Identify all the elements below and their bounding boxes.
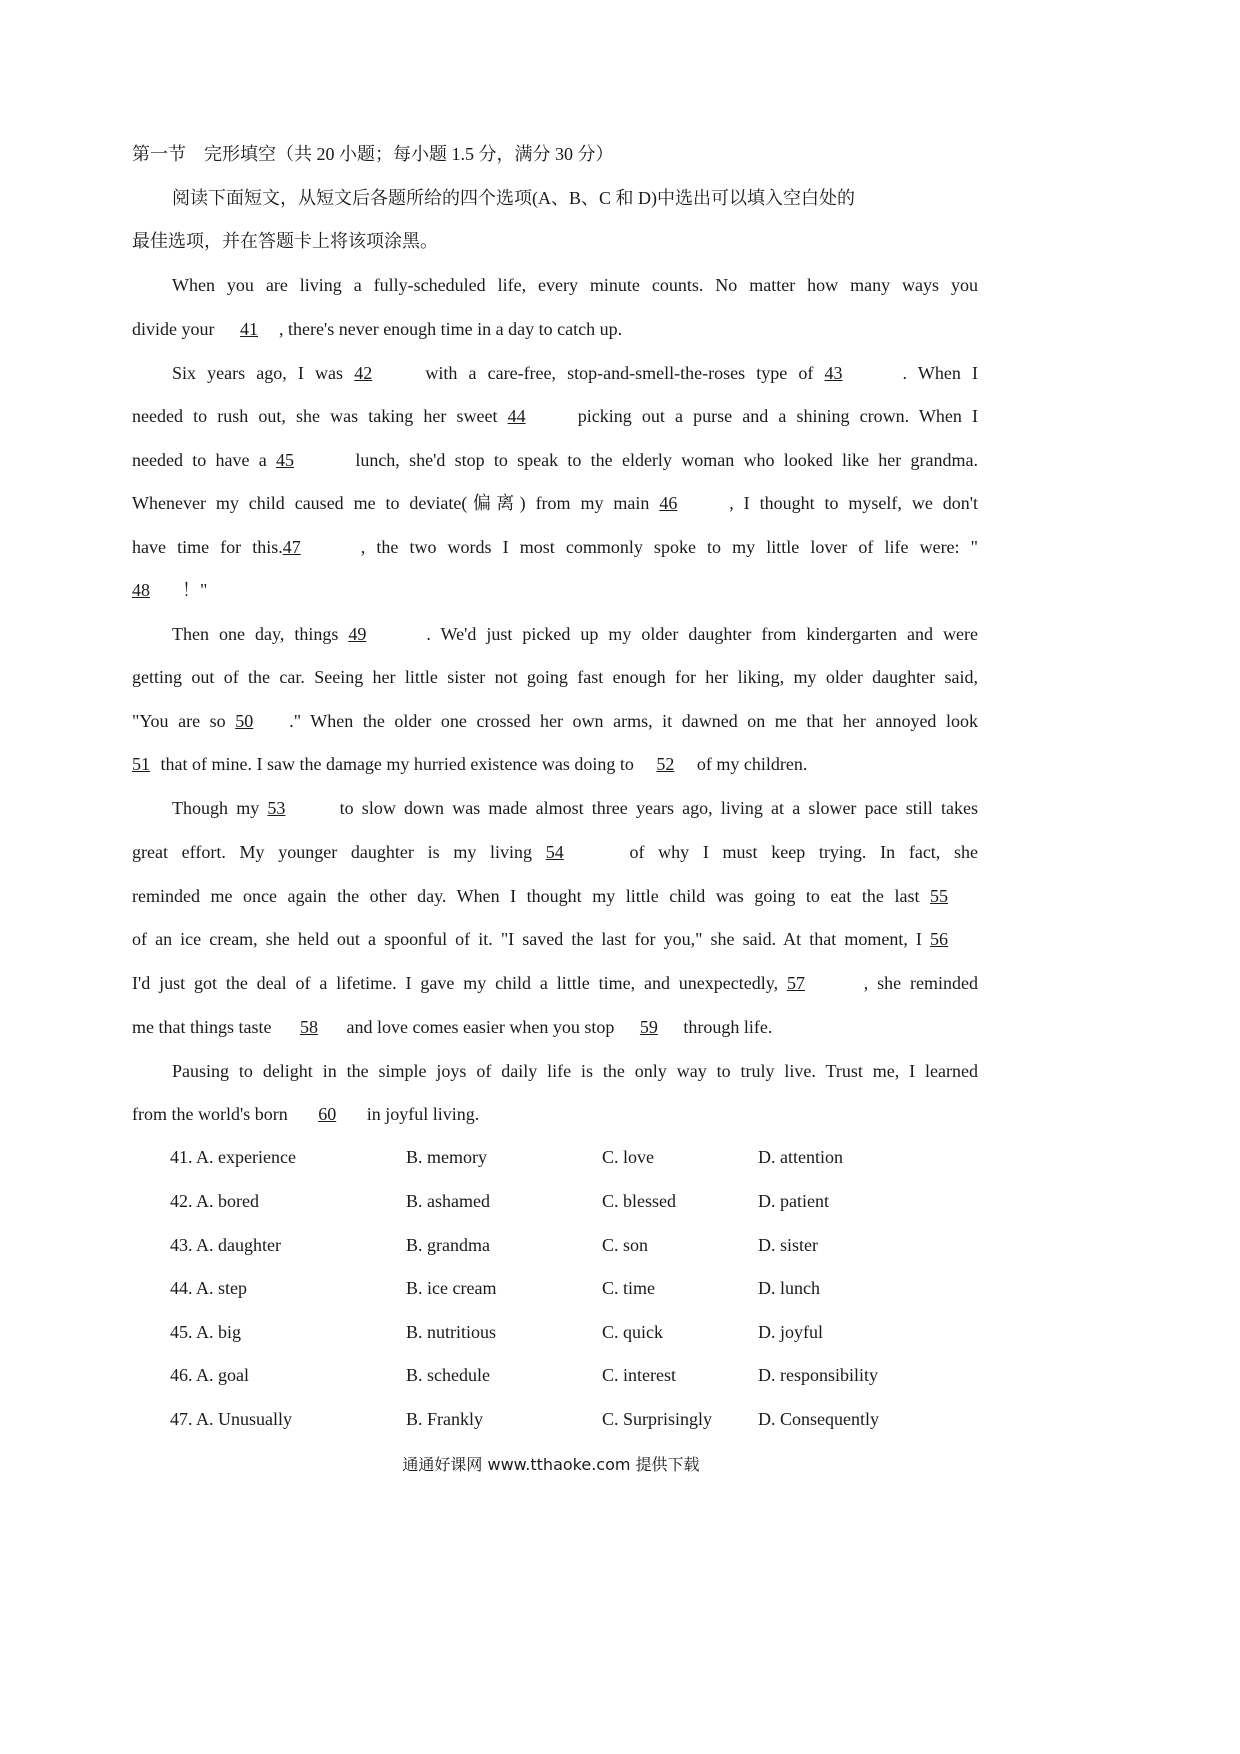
passage-text: , she reminded [854, 973, 978, 993]
passage-line [132, 708, 978, 734]
option-b: B. ashamed [406, 1191, 490, 1211]
passage-line [132, 883, 978, 909]
instructions-line-2: 最佳选项，并在答题卡上将该项涂黑。 [132, 231, 438, 251]
passage-text: great effort. My younger daughter is my living [132, 842, 546, 862]
passage-text: , I thought to myself, we don't [719, 493, 978, 513]
option-c: C. Surprisingly [602, 1409, 713, 1429]
passage-line [172, 621, 978, 647]
option-d: D. joyful [758, 1322, 823, 1342]
passage-text: , there's never enough time in a day to catch up. [279, 319, 623, 339]
passage-text: Though my [172, 798, 268, 818]
passage-text: I'd just got the deal of a lifetime. I gave my child a little time, and unexpectedly, [132, 973, 787, 993]
passage-line [132, 926, 978, 952]
option-d: D. responsibility [758, 1365, 878, 1385]
passage-line [132, 839, 978, 865]
blank-54: 54 [545, 842, 564, 862]
passage-line [132, 447, 978, 473]
passage-text: needed to rush out, she was taking her sweet [132, 406, 508, 426]
passage-text: divide your [132, 319, 219, 339]
passage-line [132, 970, 978, 996]
option-c: C. blessed [602, 1191, 676, 1211]
passage-text: Then one day, things [172, 624, 349, 644]
blank-52: 52 [656, 754, 675, 774]
passage-text: and love comes easier when you stop [341, 1017, 619, 1037]
option-c: C. son [602, 1235, 649, 1255]
passage-text: lunch, she'd stop to speak to the elderly woman who looked like her grandma. [346, 450, 978, 470]
blank-60: 60 [318, 1104, 337, 1124]
passage-text: of why I must keep trying. In fact, she [615, 842, 979, 862]
passage-text: Whenever my child caused me to deviate(偏离) from my main [132, 493, 660, 513]
passage-text: have time for this. [132, 537, 283, 557]
option-a: 47. A. Unusually [170, 1409, 293, 1429]
passage-line [132, 577, 978, 603]
passage-text: . When I [902, 363, 978, 383]
option-d: D. Consequently [758, 1409, 879, 1429]
passage-text: Six years ago, I was [172, 363, 355, 383]
option-d: D. patient [758, 1191, 829, 1211]
option-a: 44. A. step [170, 1278, 248, 1298]
passage-text: to slow down was made almost three years ago, living at a slower pace still takes [331, 798, 978, 818]
footer-source-note: 通通好课网 www.tthaoke.com 提供下载 [402, 1455, 700, 1474]
option-b: B. nutritious [406, 1322, 497, 1342]
option-a: 41. A. experience [170, 1147, 296, 1167]
option-d: D. sister [758, 1235, 818, 1255]
passage-line: When you are living a fully-scheduled life, every minute counts. No matter how many ways you [172, 275, 978, 295]
passage-text: picking out a purse and a shining crown. When I [567, 406, 978, 426]
passage-line [132, 1014, 978, 1040]
passage-text: ！" [182, 580, 208, 600]
option-c: C. quick [602, 1322, 663, 1342]
blank-50: 50 [235, 711, 254, 731]
section-title: 第一节 完形填空（共 20 小题；每小题 1.5 分，满分 30 分） [132, 144, 614, 164]
blank-59: 59 [639, 1017, 658, 1037]
option-d: D. lunch [758, 1278, 820, 1298]
option-c: C. interest [602, 1365, 676, 1385]
option-a: 46. A. goal [170, 1365, 249, 1385]
option-a: 45. A. big [170, 1322, 242, 1342]
passage-line [132, 751, 978, 777]
passage-text: that of mine. I saw the damage my hurried existence was doing to [156, 754, 639, 774]
blank-58: 58 [299, 1017, 318, 1037]
passage-text: through life. [678, 1017, 773, 1037]
option-b: B. schedule [406, 1365, 490, 1385]
blank-45: 45 [276, 450, 295, 470]
option-b: B. Frankly [406, 1409, 484, 1429]
option-b: B. ice cream [406, 1278, 497, 1298]
passage-text: me that things taste [132, 1017, 276, 1037]
option-row-45 [0, 1319, 1102, 1345]
passage-line: getting out of the car. Seeing her little sister not going fast enough for her liking, my older daughter said, [132, 667, 978, 687]
option-c: C. time [602, 1278, 655, 1298]
blank-46: 46 [659, 493, 678, 513]
option-a: 43. A. daughter [170, 1235, 281, 1255]
passage-text: . We'd just picked up my older daughter from kindergarten and were [426, 624, 978, 644]
option-d: D. attention [758, 1147, 843, 1167]
option-a: 42. A. bored [170, 1191, 259, 1211]
passage-text: "You are so [132, 711, 236, 731]
blank-57: 57 [786, 973, 805, 993]
passage-text: of my children. [692, 754, 808, 774]
passage-text: from the world's born [132, 1104, 293, 1124]
blank-47: 47 [282, 537, 301, 557]
blank-43: 43 [824, 363, 843, 383]
passage-line [132, 490, 978, 516]
option-c: C. love [602, 1147, 654, 1167]
passage-line [132, 534, 978, 560]
blank-53: 53 [267, 798, 286, 818]
passage-text: of an ice cream, she held out a spoonful of it. "I saved the last for you," she said. At that moment, I [132, 929, 930, 949]
blank-44: 44 [507, 406, 526, 426]
option-row-43 [0, 1232, 1102, 1258]
passage-text: needed to have a [132, 450, 277, 470]
blank-56: 56 [930, 929, 948, 949]
passage-line [132, 316, 978, 342]
passage-text: in joyful living. [362, 1104, 480, 1124]
blank-41: 41 [240, 319, 258, 339]
passage-line [172, 795, 978, 821]
option-b: B. grandma [406, 1235, 490, 1255]
instructions-line-1: 阅读下面短文，从短文后各题所给的四个选项(A、B、C 和 D)中选出可以填入空白处的 [172, 188, 855, 208]
passage-line [132, 403, 978, 429]
blank-48: 48 [132, 580, 150, 600]
passage-line: Pausing to delight in the simple joys of daily life is the only way to truly live. Trust me, I learned [172, 1061, 978, 1081]
option-row-47 [0, 1406, 1102, 1432]
blank-49: 49 [348, 624, 367, 644]
option-row-42 [0, 1188, 1102, 1214]
passage-text: with a care-free, stop-and-smell-the-roses type of [414, 363, 825, 383]
blank-42: 42 [354, 363, 373, 383]
passage-line [132, 1101, 978, 1127]
passage-text: , the two words I most commonly spoke to my little lover of life were: " [360, 537, 978, 557]
blank-55: 55 [930, 886, 948, 906]
option-row-41 [0, 1144, 1102, 1170]
passage-text: ." When the older one crossed her own arms, it dawned on me that her annoyed look [289, 711, 978, 731]
blank-51: 51 [132, 754, 150, 774]
passage-text: reminded me once again the other day. When I thought my little child was going to eat the last [132, 886, 930, 906]
option-row-46 [0, 1362, 1102, 1388]
option-row-44 [0, 1275, 1102, 1301]
passage-line [172, 360, 978, 386]
option-b: B. memory [406, 1147, 487, 1167]
